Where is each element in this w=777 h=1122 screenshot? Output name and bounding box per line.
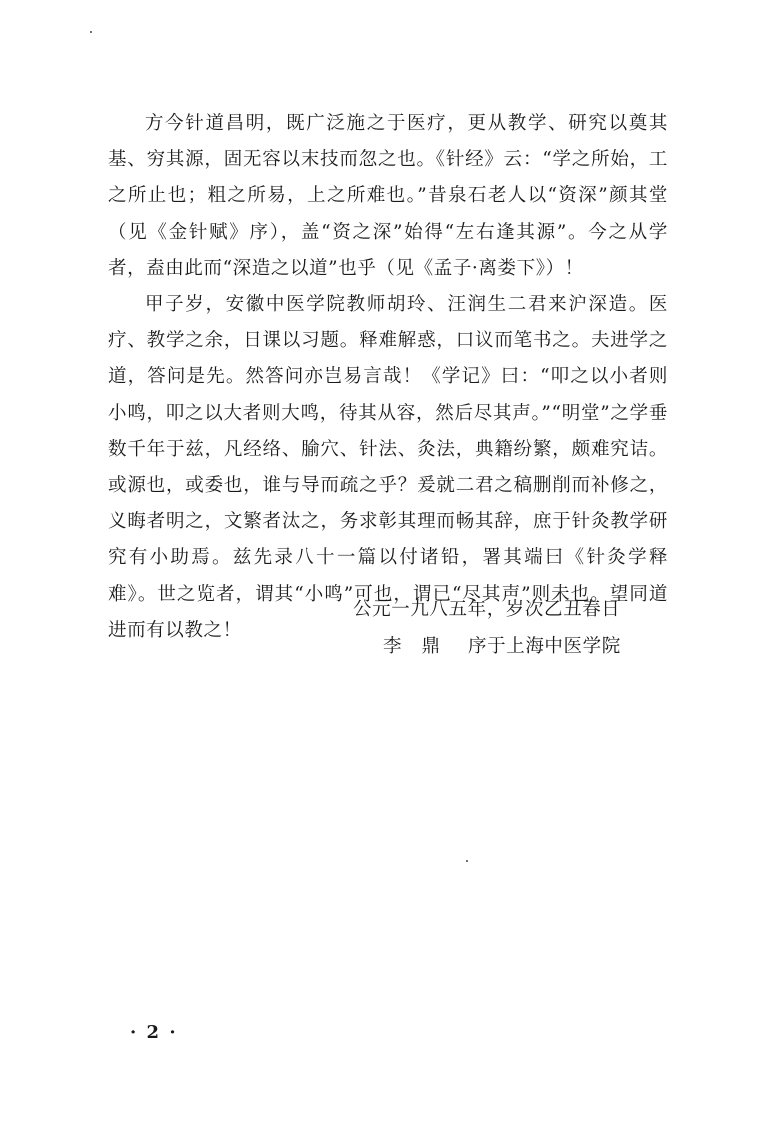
preface-paragraph-2: 甲子岁，安徽中医学院教师胡玲、汪润生二君来沪深造。医疗、教学之余，日课以习题。释难解惑，口议而笔书之。夫进学之道，答问是先。然答问亦岂易言哉！《学记》曰：“叩之以小者则小鸣，叩之以大者则大鸣，待其从容，然后尽其声。”“明堂”之学垂数千年于兹，凡经络、腧穴、针法、灸法，典籍纷繁，颇难究诘。或源也，或委也，谁与导而疏之乎？爰就二君之稿删削而补修之，义晦者明之，文繁者汰之，务求彰其理而畅其辞，庶于针灸教学研究有小助焉。兹先录八十一篇以付诸铅，署其端曰《针灸学释难》。世之览者，谓其“小鸣”可也，谓已“尽其声”则未也。望同道进而有以教之！	[108, 294, 668, 641]
signoff-date: 公元一九八五年，岁次乙丑春日	[353, 599, 621, 620]
preface-signoff	[353, 591, 621, 665]
signoff-location: 序于上海中医学院	[468, 636, 621, 657]
page-number: · 2 ·	[130, 1022, 178, 1043]
preface-paragraph-1: 方今针道昌明，既广泛施之于医疗，更从教学、研究以奠其基、穷其源，固无容以末技而忽之也。《针经》云：“学之所始，工之所止也；粗之所易，上之所难也。”昔泉石老人以“资深”颜其堂（见《金针赋》序），盖“资之深”始得“左右逢其源”。今之从学者，盍由此而“深造之以道”也乎（见《孟子·离娄下》）！	[108, 113, 668, 279]
preface-body	[108, 106, 668, 649]
signoff-author: 李鼎	[383, 636, 461, 657]
signoff-author-line	[353, 628, 621, 665]
scan-speck	[90, 31, 92, 33]
scan-speck	[466, 860, 468, 862]
